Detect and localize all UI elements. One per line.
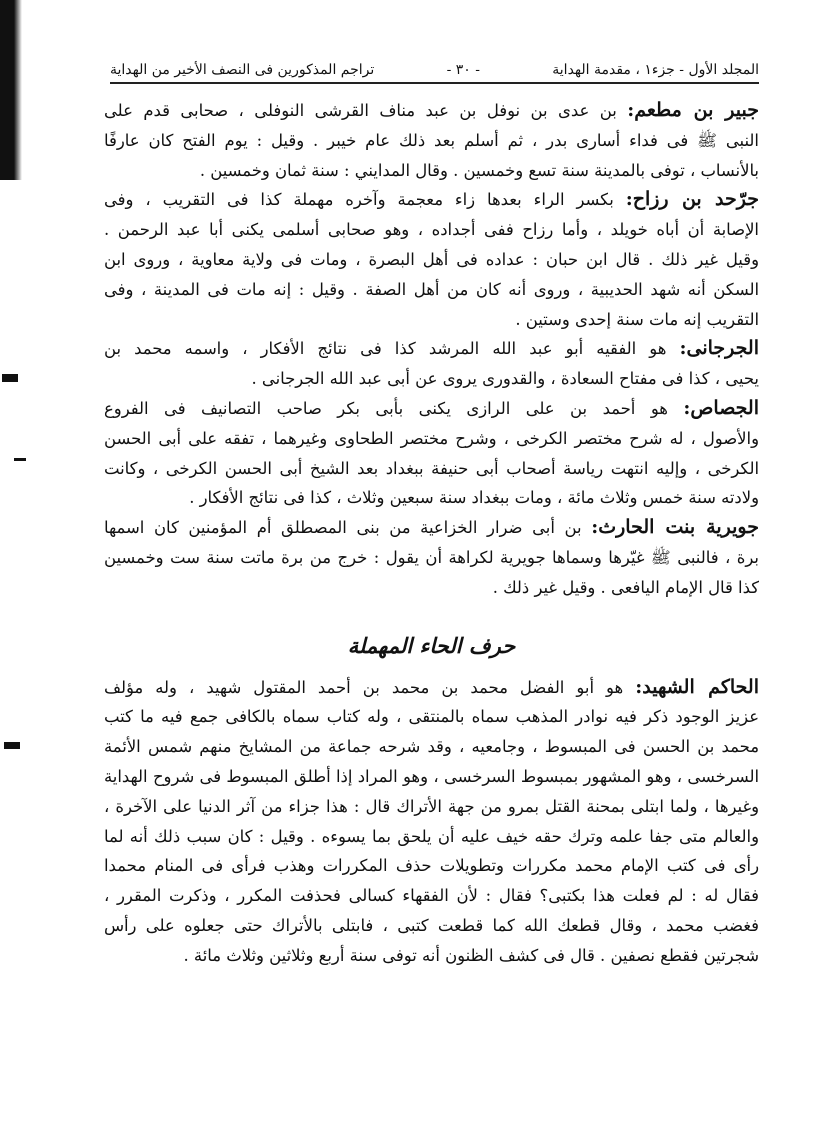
section-heading: حرف الحاء المهملة [347, 632, 516, 658]
biography-entry [104, 394, 759, 513]
running-header [110, 54, 759, 84]
entry-line-text: رأى فى كتب الإمام محمد مكررات وتطويلات حذف المكررات وهذب فرأى فى المنام محمدا [104, 856, 759, 876]
entry-text-line [104, 185, 759, 215]
scan-speck [2, 374, 18, 382]
entry-line-text: فقال له : لم فعلت هذا بكتبى؟ فقال : لأن الفقهاء كسالى فحذفت المكرر ، وذكرت المقرر ، [104, 886, 759, 906]
entry-line-text: ولادته سنة خمس وثلاث مائة ، ومات ببغداد سنة سبعين وثلاث ، كذا فى نتائج الأفكار . [189, 488, 759, 508]
entry-name: الجرجانى: [679, 337, 759, 360]
biography-entry [104, 513, 759, 602]
entry-text-line [104, 513, 759, 543]
entry-name: جويرية بنت الحارث: [591, 516, 759, 539]
entry-text-line [104, 215, 759, 245]
entry-line-text: السرخسى ، وهو المشهور بمبسوط السرخسى ، وهو المراد إذا أطلق المبسوط فى شروح الهداية [104, 766, 759, 786]
entry-text-line [104, 792, 759, 822]
entry-line-text: بن أبى ضرار الخزاعية من بنى المصطلق أم المؤمنين كان اسمها [104, 518, 582, 538]
entry-line-text: الكرخى ، وإليه انتهت رياسة أصحاب أبى حنيفة ببغداد بعد الشيخ أبى الحسن الكرخى ، وكانت [104, 458, 759, 478]
entry-text-line [104, 573, 759, 603]
entry-line-text: هو أحمد بن على الرازى يكنى بأبى بكر صاحب التصانيف فى الفروع [104, 398, 668, 418]
entry-line-text: وغيرها ، ولما ابتلى بمحنة القتل بمرو من جهة الأتراك قال : هذا جزاء من آثر الدنيا على الآخرة ، [104, 796, 759, 816]
entry-line-text: والأصول ، له شرح مختصر الكرخى ، وشرح مختصر الطحاوى وغيرهما ، تفقه على أبى الحسن [104, 428, 759, 448]
entry-text-line [104, 245, 759, 275]
entry-text-line [104, 911, 759, 941]
entry-text-line [104, 483, 759, 513]
entry-line-text: الإصابة أن أباه خويلد ، وأما رزاح ففى أجداده ، وهو صحابى أسلمى يكنى أبا عبد الرحمن . [104, 220, 759, 240]
entry-line-text: وقيل غير ذلك . قال ابن حبان : عداده فى أهل البصرة ، ومات فى ولاية معاوية ، وروى ابن [104, 249, 759, 269]
entries-list [104, 96, 759, 603]
entry-line-text: برة ، فالنبى ﷺ غيّرها وسماها جويرية لكراهة أن يقول : خرج من برة ماتت سنة ست وخمسين [104, 547, 759, 567]
entry-text-line [104, 762, 759, 792]
entry-line-text: هو الفقيه أبو عبد الله المرشد كذا فى نتائج الأفكار ، واسمه محمد بن [104, 339, 667, 359]
entry-line-text: شجرتين فقطع نصفين . قال فى كشف الظنون أنه توفى سنة أربع وثلاثين وثلاث مائة . [183, 945, 759, 965]
entry-text-line [104, 334, 759, 364]
page-body [104, 96, 759, 971]
entry-text-line [104, 424, 759, 454]
entry-line-text: هو أبو الفضل محمد بن محمد بن أحمد المقتول شهيد ، وله مؤلف [104, 677, 624, 697]
biography-entry [104, 673, 759, 971]
entry-text-line [104, 364, 759, 394]
entry-text-line [104, 941, 759, 971]
entry-text-line [104, 673, 759, 703]
header-chapter-title: تراجم المذكورين فى النصف الأخير من الهداية [110, 62, 375, 78]
entries-list-section [104, 673, 759, 971]
biography-entry [104, 185, 759, 334]
biography-entry [104, 96, 759, 185]
entry-text-line [104, 732, 759, 762]
header-book-info: المجلد الأول - جزء١ ، مقدمة الهداية [552, 62, 759, 78]
entry-text-line [104, 543, 759, 573]
entry-text-line [104, 305, 759, 335]
entry-name: جبير بن مطعم: [627, 99, 759, 121]
entry-line-text: يحيى ، كذا فى مفتاح السعادة ، والقدورى يروى عن أبى عبد الله الجرجانى . [251, 369, 759, 389]
entry-line-text: بكسر الراء بعدها زاء معجمة وآخره مهملة كذا فى التقريب ، وفى [104, 190, 614, 210]
entry-line-text: السكن أنه شهد الحديبية ، وروى أنه كان من أهل الصفة . وقيل : إنه مات فى المدينة ، وفى [104, 279, 759, 299]
entry-name: الحاكم الشهيد: [635, 675, 759, 698]
entry-text-line [104, 454, 759, 484]
entry-name: الجصاص: [683, 396, 759, 419]
scan-shadow-edge [0, 0, 22, 180]
entry-line-text: بالأنساب ، توفى بالمدينة سنة تسع وخمسين . وقال المدايني : سنة ثمان وخمسين . [199, 160, 759, 180]
entry-text-line [104, 822, 759, 852]
scan-speck [14, 458, 26, 461]
entry-line-text: فغضب محمد ، وقال قطعك الله كما قطعت كتبى ، فابتلى بالأتراك حتى جعلوه على رأس [104, 915, 759, 935]
entry-text-line [104, 394, 759, 424]
entry-line-text: النبى ﷺ فى فداء أسارى بدر ، ثم أسلم بعد ذلك عام خيبر . وقيل : يوم الفتح كان عارفًا [104, 130, 759, 150]
entry-text-line [104, 126, 759, 156]
entry-line-text: كذا قال الإمام اليافعى . وقيل غير ذلك . [492, 577, 759, 597]
scan-speck [4, 742, 20, 749]
entry-name: جرّحد بن رزاح: [625, 188, 759, 211]
entry-line-text: التقريب إنه مات سنة إحدى وستين . [515, 309, 759, 329]
entry-line-text: محمد بن الحسن فى المبسوط ، وجامعيه ، وقد شرحه جماعة من المشايخ منهم شمس الأئمة [104, 737, 759, 757]
entry-line-text: بن عدى بن نوفل بن عبد مناف القرشى النوفلى ، صحابى قدم على [104, 101, 617, 120]
entry-text-line [104, 851, 759, 881]
entry-text-line [104, 156, 759, 186]
entry-line-text: والعالم متى جفا علمه وترك حقه خيف عليه أن يلحق بما يسوءه . وقيل : كان سبب ذلك أنه لما [104, 826, 759, 846]
entry-text-line [104, 96, 759, 126]
entry-text-line [104, 881, 759, 911]
entry-text-line [104, 275, 759, 305]
biography-entry [104, 334, 759, 394]
page-number: - ٣٠ - [446, 62, 480, 78]
entry-text-line [104, 702, 759, 732]
entry-line-text: عزيز الوجود ذكر فيه نوادر المذهب سماه بالمنتقى ، وله كتاب سماه بالكافى جمع فيه ما كتب [104, 707, 759, 727]
